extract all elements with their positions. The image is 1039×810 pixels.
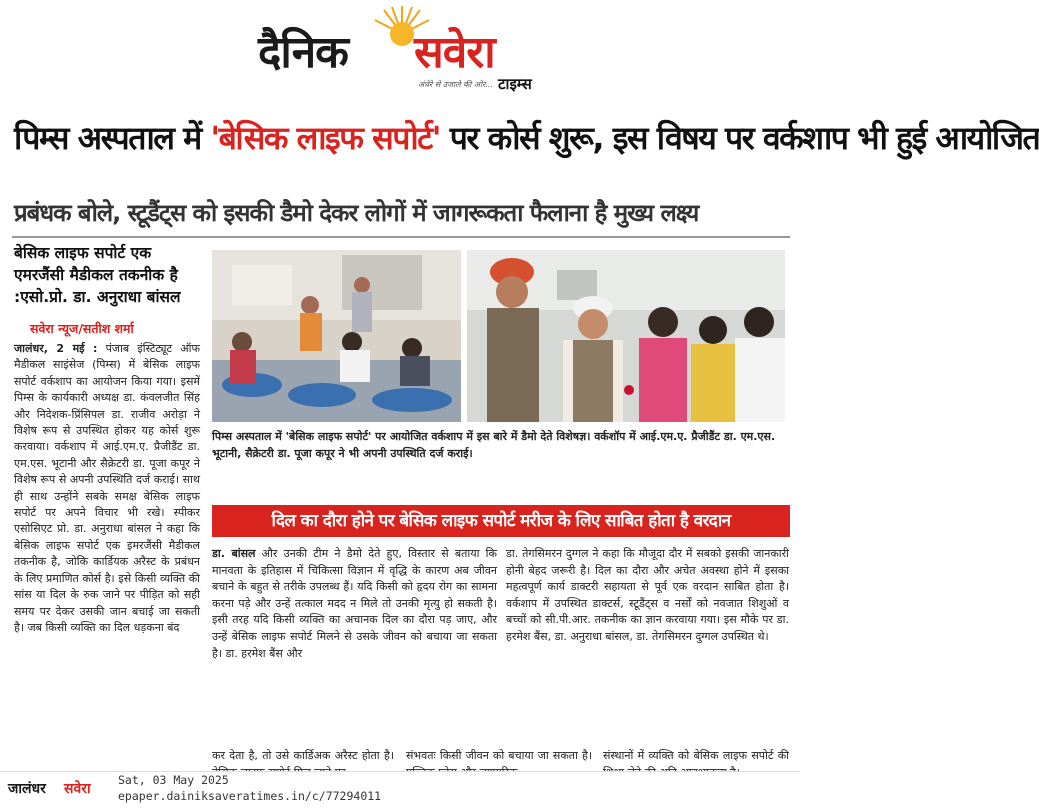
logo-savera: सवेरा: [414, 27, 495, 78]
photo-dignitaries: [467, 250, 785, 422]
section-banner: दिल का दौरा होने पर बेसिक लाइफ सपोर्ट मरीज के लिए साबित होता है वरदान: [212, 505, 790, 537]
bottom-column-2: संभवतः किसी जीवन को बचाया जा सकता है।: [406, 749, 592, 762]
logo-times: टाइम्स: [498, 75, 532, 93]
footer-brand-savera: सवेरा: [64, 781, 91, 797]
bottom-column-3: संस्थानों में व्यक्ति को बेसिक लाइफ सपोर्ट की: [603, 749, 789, 762]
headline-part2: पर कोर्स शुरू, इस विषय पर वर्कशाप भी हुई आयोजित: [440, 119, 1039, 157]
footer-brand-jalandhar: जालंधर: [8, 781, 46, 797]
footer: [0, 771, 800, 810]
footer-date: Sat, 03 May 2025: [118, 773, 229, 787]
dateline: जालंधर, 2 मई :: [14, 342, 98, 355]
footer-url[interactable]: epaper.dainiksaveratimes.in/c/77294011: [118, 789, 382, 803]
sub-headline: प्रबंधक बोले, स्टूडैंट्स को इसकी डैमो देकर लोगों में जागरूकता फैलाना है मुख्य लक्ष्य: [14, 199, 699, 227]
footer-divider: [0, 771, 800, 772]
bottom-column-1: कर देता है, तो उसे कार्डिअक अरैस्ट होता है।: [212, 749, 394, 762]
main-headline: [14, 118, 1039, 158]
logo-tagline: अंधेरे से उजाले की ओर...: [418, 80, 494, 89]
left-column-heading: बेसिक लाइफ सपोर्ट एक एमरजैंसी मैडीकल तकनीक है :एसो.प्रो. डा. अनुराधा बांसल: [14, 244, 181, 306]
mid-column-1: [212, 546, 497, 662]
photo-caption: पिम्स अस्पताल में 'बेसिक लाइफ सपोर्ट' पर आयोजित वर्कशाप में इस बारे में डैमो देते विशेषज्ञ। वर्कशॉप में आई.एम.ए. प्रैजीडैंट डा. एम.एस. भूटानी, सैक्रेटरी डा. पूजा कपूर ने भी अपनी उपस्थिति दर्ज कराई।: [212, 430, 776, 460]
left-body-text: पंजाब इंस्टिट्यूट ऑफ मैडीकल साइंसेज (पिम्स) में बेसिक लाइफ सपोर्ट वर्कशाप का आयोजन किया गया। इसमें पिम्स के कार्यकारी अध्यक्ष डा. कंवलजीत सिंह और निदेशक-प्रिंसिपल डा. राजीव अरोड़ा ने विशेष रूप से उपस्थित होकर यह कोर्स शुरू करवाया। वर्कशाप में आई.एम.ए. प्रैजीडैंट डा. एम.एस. भूटानी और सैक्रेटरी डा. पूजा कपूर ने विशेष रूप से अपनी उपस्थिति दर्ज कराई। साथ ही साथ उन्होंने सबके समक्ष बेसिक लाइफ सपोर्ट पर अपने विचार भी रखे। स्पीकर एसोसिएट प्रो. डा. अनुराधा बांसल ने कहा कि बेसिक लाइफ सपोर्ट एक इमरजैंसी मैडीकल तकनीक है, जोकि कार्डियक अरैस्ट के प्रबंधन के लिए प्रमाणित कोर्स है। इसे किसी व्यक्ति की सांस या दिल के रुक जाने पर पीड़ित को सही समय पर देकर उसकी जान बचाई जा सकती है। जब किसी व्यक्ति का दिल धड़कना बंद: [14, 342, 201, 634]
logo-dainik: दैनिक: [258, 27, 348, 78]
masthead: [0, 0, 800, 100]
mid-lead: डा. बांसल: [212, 547, 256, 560]
headline-highlight: 'बेसिक लाइफ सपोर्ट': [210, 119, 441, 157]
photo-cpr-demo: [212, 250, 461, 422]
headline-divider: [12, 236, 790, 238]
mid-column-2: डा. तेगसिमरन दुग्गल ने कहा कि मौजूदा दौर में सबको इसकी जानकारी होनी बेहद जरूरी है। दिल का दौरा और अचेत अवस्था होने में इसका महत्वपूर्ण कार्य डाक्टरी सहायता से पूर्व एक वरदान साबित होता है। वर्कशाप में उपस्थित डाक्टर्स, स्टूडैंट्स व नर्सों को नवजात शिशुओं व बच्चों को सी.पी.आर. तकनीक का ज्ञान करवाया गया। इस मौके पर डा. हरमेश बैंस, डा. अनुराधा बांसल, डा. तेगसिमरन दुग्गल उपस्थित थे।: [506, 547, 789, 643]
left-column-body: [14, 341, 200, 636]
byline: सवेरा न्यूज/सतीश शर्मा: [30, 321, 134, 336]
mid-col1-text: और उनकी टीम ने डैमो देते हुए, विस्तार से बताया कि मानवता के इतिहास में चिकित्सा विज्ञान में वृद्धि के कारण अब जीवन बचाने के बहुत से तरीके उपलब्ध हैं। यदि किसी को हृदय रोग का सामना करना पड़े और उन्हें तत्काल मदद न मिले तो उनकी मृत्यु हो सकती है। इसी तरह यदि किसी व्यक्ति का अचानक दिल का दौरा पड़ जाए, और उन्हें बेसिक लाइफ सपोर्ट मिलने से उसके जीवन को बचाया जा सकता है। डा. हरमेश बैंस और: [212, 547, 497, 660]
headline-part1: पिम्स अस्पताल में: [14, 119, 211, 157]
